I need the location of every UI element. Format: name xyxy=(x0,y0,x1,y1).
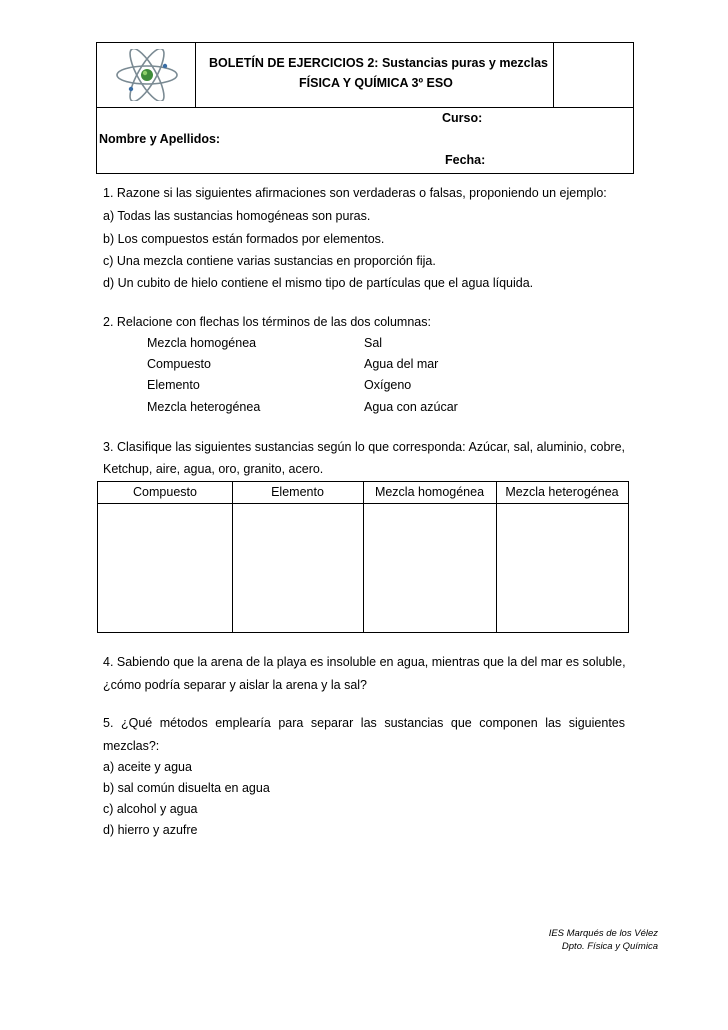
q1-item-b: b) Los compuestos están formados por elementos. xyxy=(103,232,385,246)
worksheet-title: BOLETÍN DE EJERCICIOS 2: Sustancias puras y mezclas xyxy=(209,56,549,70)
curso-label: Curso: xyxy=(442,111,483,125)
q2-right-item: Sal xyxy=(364,336,383,350)
header-divider-left xyxy=(195,43,196,107)
header-divider xyxy=(97,107,633,108)
worksheet-subtitle: FÍSICA Y QUÍMICA 3º ESO xyxy=(299,76,453,90)
table-col-divider xyxy=(232,482,233,632)
q3-prompt-line2: Ketchup, aire, agua, oro, granito, acero. xyxy=(103,462,324,476)
q2-right-item: Agua del mar xyxy=(364,357,439,371)
table-header-mezcla-heterogenea: Mezcla heterogénea xyxy=(505,485,619,499)
table-header-mezcla-homogenea: Mezcla homogénea xyxy=(374,485,485,499)
q5-item-d: d) hierro y azufre xyxy=(103,823,198,837)
q2-right-item: Agua con azúcar xyxy=(364,400,458,414)
q1-item-a: a) Todas las sustancias homogéneas son puras. xyxy=(103,209,371,223)
q4-line1: 4. Sabiendo que la arena de la playa es insoluble en agua, mientras que la del mar es soluble, xyxy=(103,655,626,669)
table-col-divider xyxy=(496,482,497,632)
table-header-compuesto: Compuesto xyxy=(133,485,197,499)
atom-icon xyxy=(107,49,187,101)
header-divider-right xyxy=(553,43,554,107)
table-header-elemento: Elemento xyxy=(271,485,324,499)
q2-left-item: Mezcla homogénea xyxy=(147,336,257,350)
footer-school: IES Marqués de los Vélez xyxy=(548,928,658,939)
q5-line2: mezclas?: xyxy=(103,739,160,753)
q4-line2: ¿cómo podría separar y aislar la arena y la sal? xyxy=(103,678,368,692)
q3-prompt-line1: 3. Clasifique las siguientes sustancias según lo que corresponda: Azúcar, sal, aluminio, cobre, xyxy=(103,440,625,454)
q1-item-d: d) Un cubito de hielo contiene el mismo tipo de partículas que el agua líquida. xyxy=(103,276,534,290)
q2-right-item: Oxígeno xyxy=(364,378,412,392)
q1-prompt: 1. Razone si las siguientes afirmaciones son verdaderas o falsas, proponiendo un ejemplo: xyxy=(103,186,607,200)
q2-left-item: Mezcla heterogénea xyxy=(147,400,261,414)
q2-prompt: 2. Relacione con flechas los términos de las dos columnas: xyxy=(103,315,431,329)
header-box xyxy=(96,42,634,174)
nombre-label: Nombre y Apellidos: xyxy=(99,132,221,146)
q5-line1: 5. ¿Qué métodos emplearía para separar las sustancias que componen las siguientes xyxy=(103,716,625,730)
q5-item-b: b) sal común disuelta en agua xyxy=(103,781,270,795)
classification-table xyxy=(97,481,629,633)
q5-item-a: a) aceite y agua xyxy=(103,760,192,774)
q5-item-c: c) alcohol y agua xyxy=(103,802,198,816)
q2-left-item: Compuesto xyxy=(147,357,211,371)
footer-department: Dpto. Física y Química xyxy=(561,941,658,952)
fecha-label: Fecha: xyxy=(445,153,486,167)
table-col-divider xyxy=(363,482,364,632)
q2-left-item: Elemento xyxy=(147,378,200,392)
q1-item-c: c) Una mezcla contiene varias sustancias en proporción fija. xyxy=(103,254,436,268)
